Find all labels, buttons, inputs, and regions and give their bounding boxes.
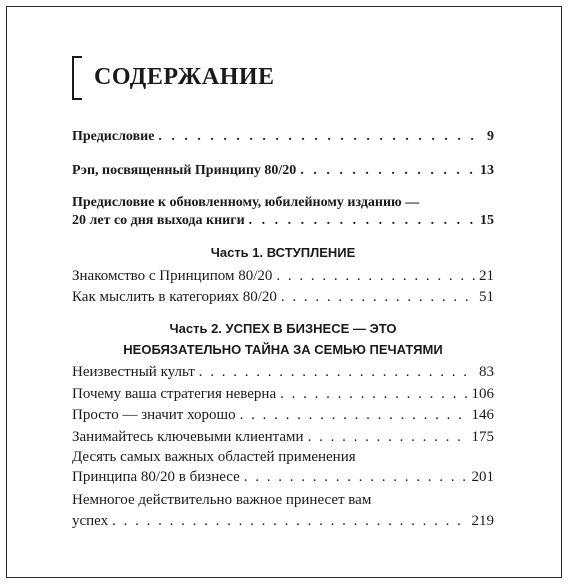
toc-entry-page: 219 [471, 513, 494, 529]
toc-entry[interactable] [72, 266, 494, 286]
leader-dots [281, 287, 475, 307]
toc-entry-title: Знакомство с Принципом 80/20 [72, 268, 273, 284]
toc-entry-title-line1: Десять самых важных областей применения [72, 449, 356, 465]
part-heading-line1: Часть 2. УСПЕХ В БИЗНЕСЕ — ЭТО [169, 321, 397, 336]
toc-entry[interactable] [72, 161, 494, 181]
toc-entry[interactable] [72, 287, 494, 307]
toc-entry-title-line1: Предисловие к обновленному, юбилейному изданию — [72, 195, 420, 210]
toc-entry-title: Почему ваша стратегия неверна [72, 386, 277, 402]
part-heading: Часть 1. ВСТУПЛЕНИЕ [210, 245, 356, 260]
toc-entry[interactable] [72, 127, 494, 147]
contents-title: СОДЕРЖАНИЕ [94, 64, 275, 90]
contents-heading [72, 56, 372, 104]
toc-entry-title-line2: успех [72, 513, 109, 529]
leader-dots [199, 362, 475, 382]
toc-entry-page: 201 [471, 469, 494, 485]
toc-entry[interactable] [72, 427, 494, 447]
toc-entry-page: 15 [480, 213, 494, 228]
toc-entry-title: Неизвестный культ [72, 364, 195, 380]
leader-dots [158, 127, 483, 147]
toc-entry[interactable] [72, 511, 494, 531]
toc-entry[interactable] [72, 467, 494, 487]
toc-entry-title: Просто — значит хорошо [72, 407, 236, 423]
toc-entry-title: Как мыслить в категориях 80/20 [72, 289, 277, 305]
leader-dots [276, 266, 475, 286]
leader-dots [300, 161, 476, 181]
toc-entry-page: 21 [479, 268, 494, 284]
toc-entry[interactable] [72, 211, 494, 231]
toc-entry-page: 175 [471, 429, 494, 445]
toc-entry-page: 9 [487, 129, 494, 144]
leader-dots [244, 467, 468, 487]
toc-entry[interactable] [72, 362, 494, 382]
bracket-ornament [72, 56, 82, 100]
toc-entry-title-line2: 20 лет со дня выхода книги [72, 213, 245, 228]
toc-entry-page: 51 [479, 289, 494, 305]
leader-dots [308, 427, 468, 447]
leader-dots [240, 405, 468, 425]
leader-dots [112, 511, 467, 531]
toc-entry-title: Занимайтесь ключевыми клиентами [72, 429, 304, 445]
toc-entry-title: Рэп, посвященный Принципу 80/20 [72, 163, 297, 178]
toc-entry-title-line1: Немногое действительно важное принесет вам [72, 492, 372, 508]
part-heading-line2: НЕОБЯЗАТЕЛЬНО ТАЙНА ЗА СЕМЬЮ ПЕЧАТЯМИ [123, 342, 443, 357]
toc-entry[interactable] [72, 405, 494, 425]
toc-entry-title-line2: Принципа 80/20 в бизнесе [72, 469, 240, 485]
toc-entry-page: 106 [471, 386, 494, 402]
toc-entry-title: Предисловие [72, 129, 155, 144]
leader-dots [280, 384, 467, 404]
toc-entry[interactable] [72, 384, 494, 404]
leader-dots [249, 211, 476, 231]
toc-entry-page: 83 [479, 364, 494, 380]
toc-entry-page: 13 [480, 163, 494, 178]
toc-entry-page: 146 [471, 407, 494, 423]
